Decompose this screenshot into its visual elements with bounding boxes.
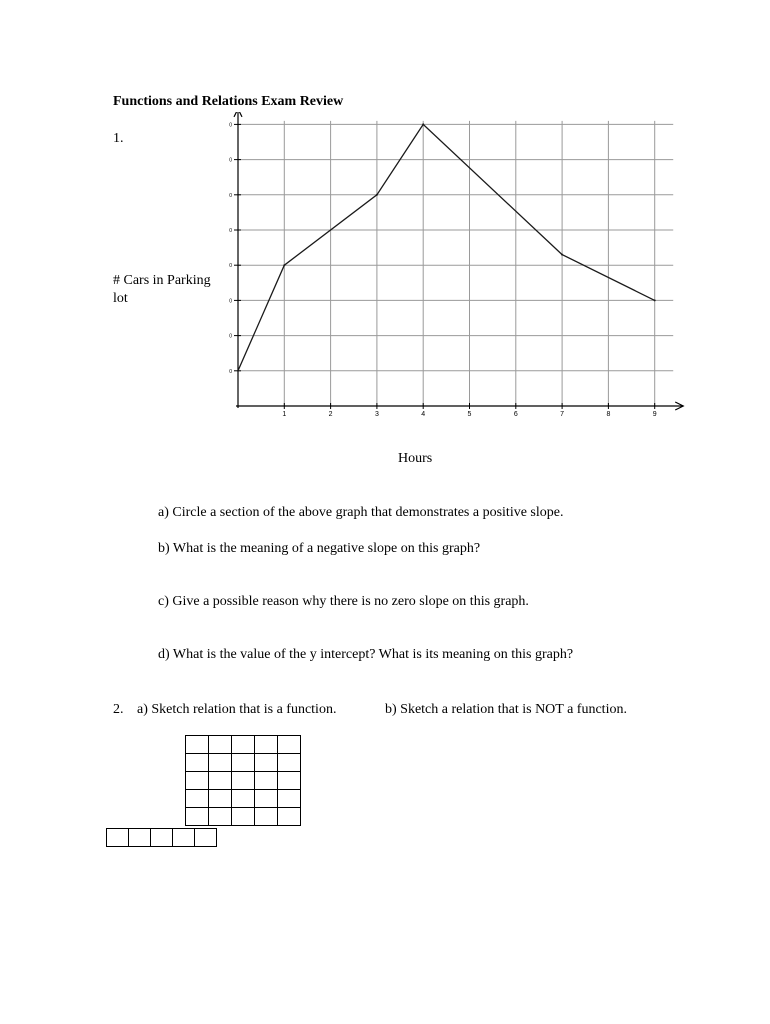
grid-cell [186, 808, 209, 826]
y-tick-label: 0 [229, 157, 232, 164]
x-tick-label: 9 [652, 411, 657, 418]
grid-cell [151, 829, 173, 847]
grid-cell [186, 790, 209, 808]
question-1d: d) What is the value of the y intercept? What is its meaning on this graph? [158, 647, 574, 662]
grid-cell [209, 790, 232, 808]
sketch-grid-strip [106, 828, 217, 847]
grid-row [186, 772, 301, 790]
grid-row [186, 736, 301, 754]
data-point [422, 123, 424, 125]
y-tick-label: 0 [229, 298, 232, 305]
grid-cell [186, 754, 209, 772]
question-1c: c) Give a possible reason why there is no zero slope on this graph. [158, 594, 529, 609]
data-point [237, 370, 239, 372]
grid-cell [278, 808, 301, 826]
data-point [376, 194, 378, 196]
grid-row [186, 754, 301, 772]
y-tick-label: 0 [229, 333, 232, 340]
question-1-number: 1. [113, 131, 124, 146]
grid-cell [195, 829, 217, 847]
grid-cell [173, 829, 195, 847]
chart-axes [234, 112, 683, 410]
sketch-grid [185, 735, 301, 826]
y-tick-label: 0 [229, 228, 232, 234]
grid-row [186, 790, 301, 808]
grid-cell [209, 736, 232, 754]
question-1a: a) Circle a section of the above graph that demonstrates a positive slope. [158, 505, 564, 520]
grid-cell [186, 736, 209, 754]
x-axis-label: Hours [398, 451, 433, 466]
grid-cell [278, 754, 301, 772]
grid-cell [107, 829, 129, 847]
grid-cell [278, 736, 301, 754]
grid-row [107, 829, 217, 847]
y-tick-label: 0 [229, 192, 232, 199]
grid-cell [255, 790, 278, 808]
grid-cell [255, 754, 278, 772]
grid-cell [232, 754, 255, 772]
y-tick-label: 0 [229, 122, 232, 129]
grid-cell [232, 790, 255, 808]
grid-cell [278, 790, 301, 808]
grid-cell [255, 808, 278, 826]
line-chart [225, 112, 685, 424]
grid-cell [209, 808, 232, 826]
grid-row [186, 808, 301, 826]
grid-cell [255, 736, 278, 754]
series-line [238, 124, 655, 370]
y-tick-label: 0 [229, 263, 232, 270]
grid-cell [278, 772, 301, 790]
document-title: Functions and Relations Exam Review [113, 94, 344, 109]
grid-cell [232, 736, 255, 754]
data-point [654, 299, 656, 301]
x-tick-label: 1 [282, 411, 287, 418]
grid-cell [255, 772, 278, 790]
question-2-number: 2. [113, 702, 124, 717]
x-tick-label: 8 [606, 411, 611, 418]
x-tick-label: 7 [560, 411, 565, 418]
x-tick-label: 6 [513, 411, 518, 418]
y-tick-label: 0 [229, 368, 232, 375]
chart-grid [238, 121, 673, 406]
data-point [283, 264, 285, 266]
grid-cell [232, 808, 255, 826]
question-2b: b) Sketch a relation that is NOT a function. [385, 702, 627, 717]
question-2a: a) Sketch relation that is a function. [137, 702, 337, 717]
question-1b: b) What is the meaning of a negative slope on this graph? [158, 541, 481, 556]
x-tick-label: 4 [421, 411, 426, 418]
x-tick-label: 2 [328, 411, 333, 418]
grid-cell [232, 772, 255, 790]
grid-cell [209, 772, 232, 790]
x-tick-label: 3 [374, 411, 379, 418]
x-tick-label: 5 [467, 411, 472, 418]
y-axis-label: # Cars in Parking lot [113, 273, 211, 306]
grid-cell [129, 829, 151, 847]
data-point [561, 254, 563, 256]
grid-cell [209, 754, 232, 772]
chart-series [237, 123, 656, 371]
grid-cell [186, 772, 209, 790]
